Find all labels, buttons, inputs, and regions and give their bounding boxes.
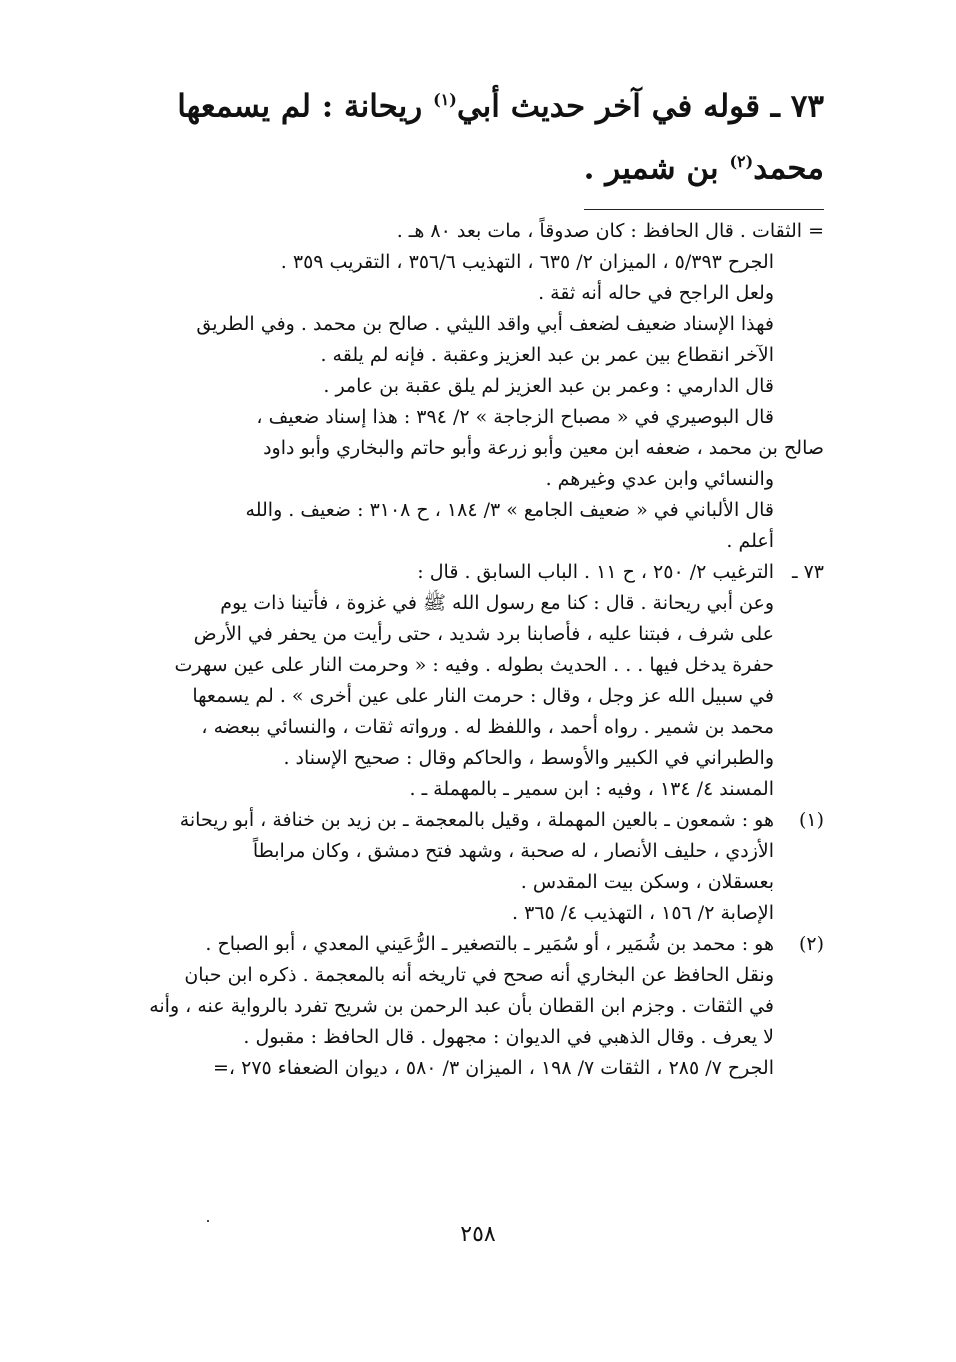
page-body bbox=[112, 72, 824, 1084]
text-line: فهذا الإسناد ضعيف لضعف أبي واقد الليثي . صالح بن محمد . وفي الطريق bbox=[196, 312, 774, 335]
footnote-marker-2: (٢) bbox=[798, 932, 824, 955]
text-line: = الثقات . قال الحافظ : كان صدوقاً ، مات بعد ٨٠ هـ . bbox=[396, 219, 824, 242]
text-line: الجرح ٧/ ٢٨٥ ، الثقات ٧/ ١٩٨ ، الميزان ٣/ ٥٨٠ ، ديوان الضعفاء ٢٧٥ ،= bbox=[213, 1056, 774, 1079]
entry-heading bbox=[112, 72, 824, 197]
text-line: هو : محمد بن شُمَير ، أو سُمَير ـ بالتصغير ـ الرُّعَيني المعدي ، أبو الصباح . bbox=[205, 932, 774, 955]
footnote-marker-1: (١) bbox=[798, 808, 824, 831]
heading-line-1: ٧٣ ـ قوله في آخر حديث أبي$^{(١)}$ ريحانة : لم يسمعها bbox=[177, 88, 824, 125]
footnote-divider bbox=[584, 209, 824, 210]
text-line: الأزدي ، حليف الأنصار ، له صحبة ، وشهد فتح دمشق ، وكان مرابطاً bbox=[252, 839, 774, 862]
note-marker: ٧٣ ـ bbox=[791, 560, 824, 583]
text-line: قال الدارمي : وعمر بن عبد العزيز لم يلق عقبة بن عامر . bbox=[323, 374, 774, 397]
text-line: على شرف ، فبتنا عليه ، فأصابنا برد شديد ، حتى رأيت من يحفر في الأرض bbox=[193, 622, 774, 645]
text-line: صالح بن محمد ، ضعفه ابن معين وأبو زرعة وأبو حاتم والبخاري وأبو داود bbox=[263, 436, 824, 459]
text-line: ونقل الحافظ عن البخاري أنه صحح في تاريخه أنه بالمعجمة . ذكره ابن حبان bbox=[184, 963, 774, 986]
note-73 bbox=[112, 557, 824, 805]
text-line: قال الألباني في « ضعيف الجامع » ٣/ ١٨٤ ، ح ٣١٠٨ : ضعيف . والله bbox=[245, 498, 774, 521]
footnote-2 bbox=[112, 929, 824, 1084]
text-line: هو : شمعون ـ بالعين المهملة ، وقيل بالمعجمة ـ بن زيد بن خنافة ، أبو ريحانة bbox=[179, 808, 774, 831]
text-line: وعن أبي ريحانة . قال : كنا مع رسول الله ﷺ في غزوة ، فأتينا ذات يوم bbox=[220, 591, 774, 614]
text-line: حفرة يدخل فيها . . . الحديث بطوله . وفيه : « وحرمت النار على عين سهرت bbox=[174, 653, 774, 676]
text-line: محمد بن شمير . رواه أحمد ، واللفظ له . ورواته ثقات ، والنسائي ببعضه ، bbox=[201, 715, 774, 738]
text-line: والطبراني في الكبير والأوسط ، والحاكم وقال : صحيح الإسناد . bbox=[283, 746, 774, 769]
footnote-ref-2[interactable]: (٢) bbox=[729, 152, 754, 172]
text-line: الآخر انقطاع بين عمر بن عبد العزيز وعقبة . فإنه لم يلقه . bbox=[320, 343, 774, 366]
text-line: ولعل الراجح في حاله أنه ثقة . bbox=[538, 281, 774, 304]
text-line: في سبيل الله عز وجل ، وقال : حرمت النار على عين أخرى » . لم يسمعها bbox=[192, 684, 774, 707]
text-line: والنسائي وابن عدي وغيرهم . bbox=[545, 467, 774, 490]
continuation-block bbox=[112, 216, 824, 557]
text-line: أعلم . bbox=[726, 529, 774, 552]
text-line: الجرح ٥/٣٩٣ ، الميزان ٢/ ٦٣٥ ، التهذيب ٣٥٦/٦ ، التقريب ٣٥٩ . bbox=[280, 250, 774, 273]
text-line: الإصابة ٢/ ١٥٦ ، التهذيب ٤/ ٣٦٥ . bbox=[512, 901, 774, 924]
footnote-1 bbox=[112, 805, 824, 929]
text-line: الترغيب ٢/ ٢٥٠ ، ح ١١ . الباب السابق . قال : bbox=[417, 560, 774, 583]
text-line: قال البوصيري في « مصباح الزجاجة » ٢/ ٣٩٤ : هذا إسناد ضعيف ، bbox=[256, 405, 774, 428]
text-line: بعسقلان ، وسكن بيت المقدس . bbox=[520, 870, 774, 893]
text-line: المسند ٤/ ١٣٤ ، وفيه : ابن سمير ـ بالمهملة ـ . bbox=[409, 777, 774, 800]
footnote-ref-1[interactable]: (١) bbox=[433, 90, 457, 109]
heading-line-2: محمد$^{(٢)}$ بن شمير . bbox=[583, 150, 824, 187]
text-line: لا يعرف . وقال الذهبي في الديوان : مجهول . قال الحافظ : مقبول . bbox=[243, 1025, 774, 1048]
text-line: في الثقات . وجزم ابن القطان بأن عبد الرحمن بن شريح تفرد بالرواية عنه ، وأنه bbox=[149, 994, 774, 1017]
page-number: ٢٥٨ bbox=[460, 1222, 496, 1247]
